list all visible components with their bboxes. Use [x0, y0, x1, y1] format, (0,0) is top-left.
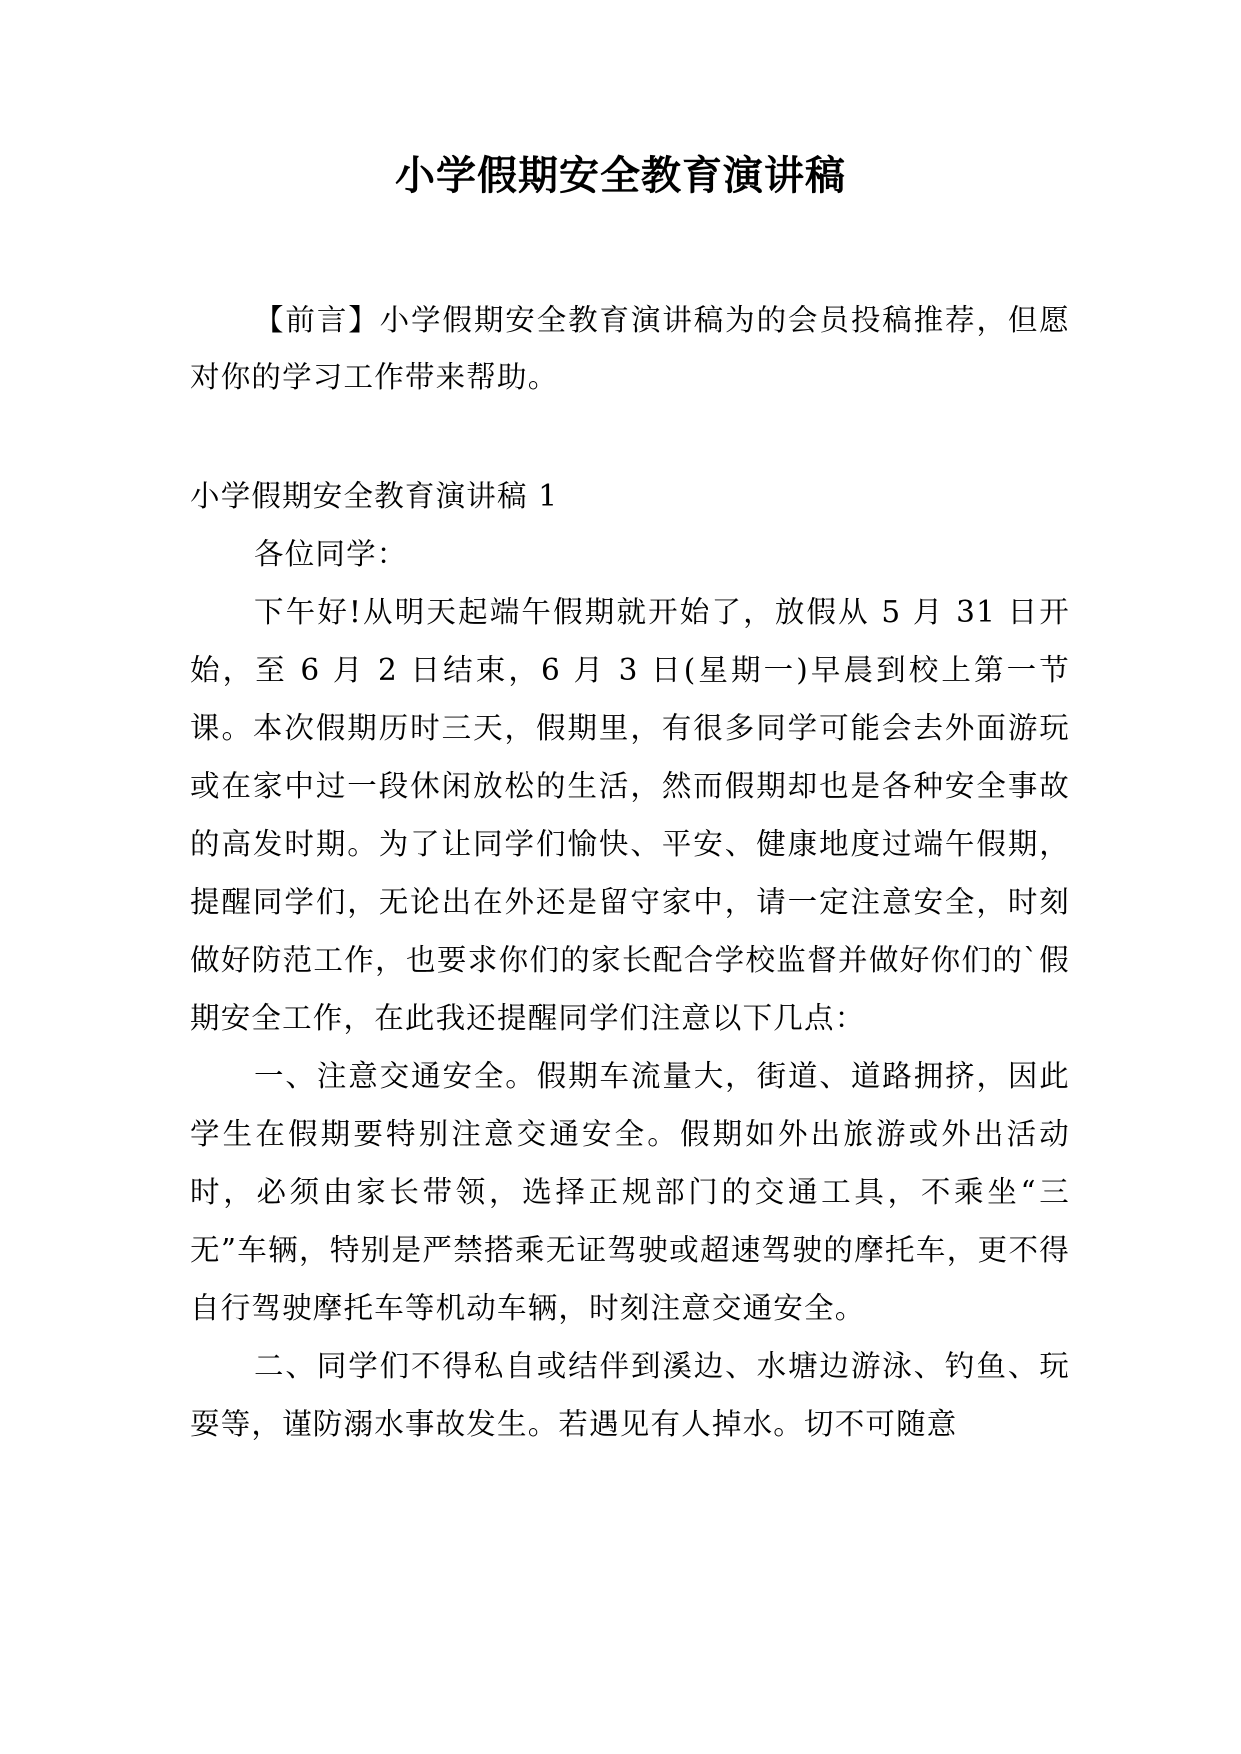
body-paragraph: 下午好!从明天起端午假期就开始了，放假从 5 月 31 日开始，至 6 月 2 日结束，6 月 3 日(星期一)早晨到校上第一节课。本次假期历时三天，假期里，有很多同学可能会去外面游玩或在家中过一段休闲放松的生活，然而假期却也是各种安全事故的高发时期。为了让同学们愉快、平安、健康地度过端午假期，提醒同学们，无论出在外还是留守家中，请一定注意安全，时刻做好防范工作，也要求你们的家长配合学校监督并做好你们的`假期安全工作，在此我还提醒同学们注意以下几点： [190, 595, 1070, 1035]
preface-block [190, 292, 1070, 406]
preface-paragraph: 【前言】小学假期安全教育演讲稿为的会员投稿推荐，但愿对你的学习工作带来帮助。 [190, 303, 1070, 394]
body-paragraph: 一、注意交通安全。假期车流量大，街道、道路拥挤，因此学生在假期要特别注意交通安全。假期如外出旅游或外出活动时，必须由家长带领，选择正规部门的交通工具，不乘坐“三无”车辆，特别是严禁搭乘无证驾驶或超速驾驶的摩托车，更不得自行驾驶摩托车等机动车辆，时刻注意交通安全。 [190, 1059, 1070, 1325]
section-heading: 小学假期安全教育演讲稿 1 [190, 479, 559, 513]
speech-section [190, 467, 1070, 1453]
body-paragraph: 二、同学们不得私自或结伴到溪边、水塘边游泳、钓鱼、玩耍等，谨防溺水事故发生。若遇见有人掉水。切不可随意 [190, 1349, 1070, 1441]
document-title: 小学假期安全教育演讲稿 [395, 152, 846, 199]
salutation: 各位同学： [254, 537, 408, 571]
